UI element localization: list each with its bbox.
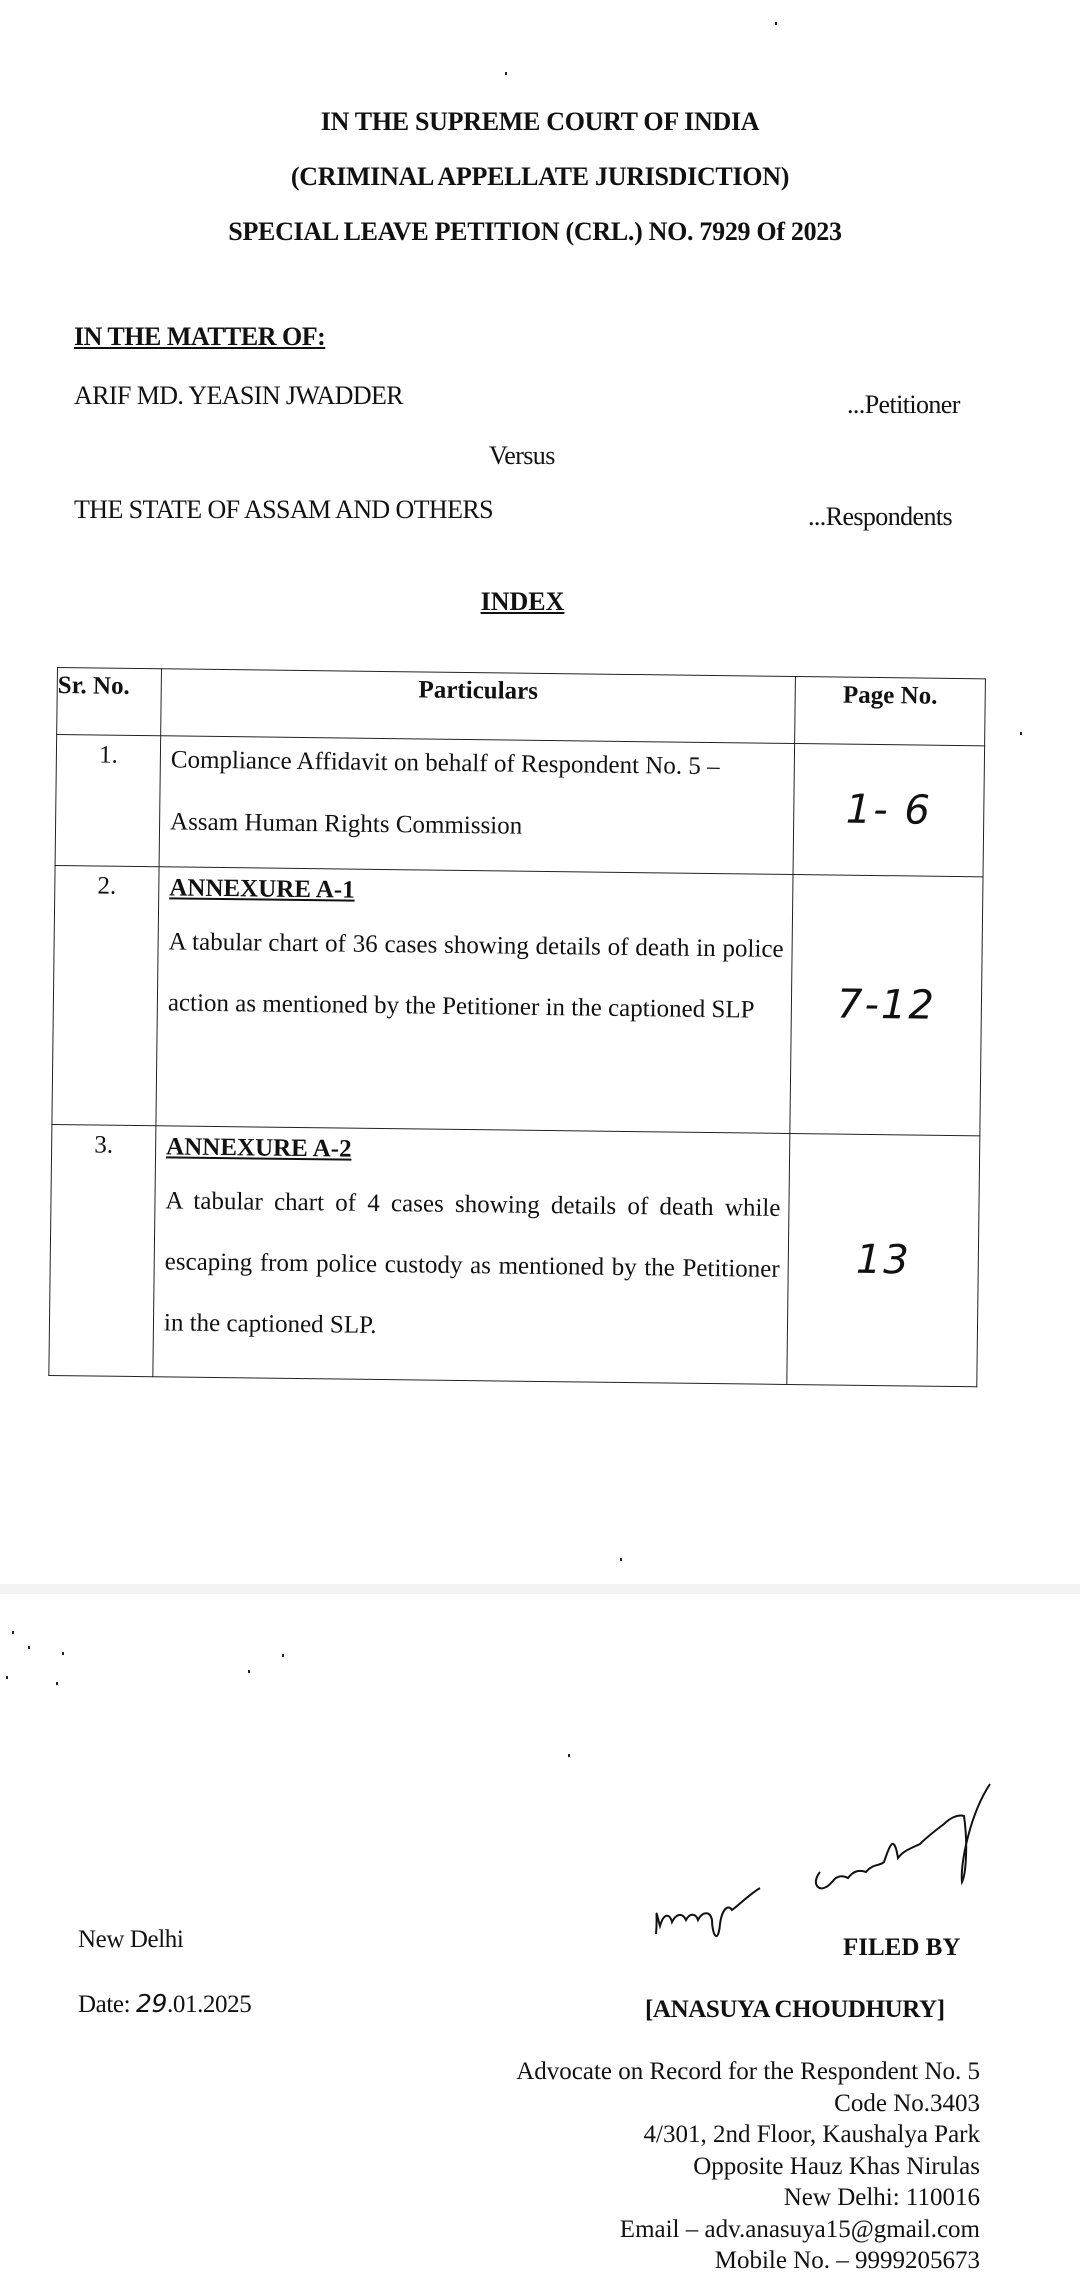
row-particulars (159, 736, 795, 875)
date-label: Date: (78, 1991, 131, 2018)
particulars-text: Compliance Affidavit on behalf of Respondent No. 5 – (170, 746, 720, 781)
jurisdiction-heading: (CRIMINAL APPELLATE JURISDICTION) (290, 162, 790, 191)
scan-speck (248, 1670, 250, 1673)
row-page-no (793, 744, 985, 877)
scan-speck (1020, 732, 1022, 735)
scan-speck (568, 1754, 570, 1757)
row-page-no (787, 1133, 980, 1386)
versus-label: Versus (489, 441, 555, 470)
row-particulars (156, 867, 793, 1134)
table-row (52, 865, 983, 1135)
scan-speck (62, 1652, 64, 1655)
row-sr-no: 2. (52, 865, 159, 1125)
row-sr-no: 1. (55, 735, 161, 867)
address-line: Advocate on Record for the Respondent No. 5 (516, 2058, 980, 2085)
scan-speck (282, 1654, 284, 1657)
row-page-no (790, 875, 983, 1136)
table-row (49, 1124, 980, 1386)
mobile-line: Mobile No. – 9999205673 (714, 2247, 980, 2274)
handwritten-page-range: 7-12 (836, 981, 937, 1029)
annexure-label: ANNEXURE A-1 (169, 874, 355, 904)
matter-label: IN THE MATTER OF: (74, 322, 326, 351)
row-particulars (153, 1126, 790, 1385)
respondent-name: THE STATE OF ASSAM AND OTHERS (74, 495, 493, 524)
table-header-row (57, 668, 986, 746)
scan-speck (56, 1682, 58, 1685)
table-row (55, 735, 985, 877)
court-heading: IN THE SUPREME COURT OF INDIA (320, 107, 760, 136)
annexure-label: ANNEXURE A-2 (165, 1133, 352, 1163)
email-line: Email – adv.anasuya15@gmail.com (619, 2215, 980, 2243)
header-sr-no: Sr. No. (57, 668, 162, 736)
scan-speck (6, 1676, 8, 1679)
index-table-container (48, 667, 985, 1387)
row-sr-no: 3. (49, 1124, 156, 1376)
petitioner-name: ARIF MD. YEASIN JWADDER (74, 381, 404, 410)
handwritten-page-range: 1- 6 (845, 786, 933, 834)
advocate-name: [ANASUYA CHOUDHURY] (645, 1996, 945, 2023)
index-title: INDEX (480, 587, 565, 616)
page-separator (0, 1584, 1080, 1594)
index-table (48, 667, 986, 1387)
scan-speck (505, 72, 507, 75)
address-line: 4/301, 2nd Floor, Kaushalya Park (643, 2121, 980, 2148)
respondent-role: ...Respondents (808, 502, 952, 531)
scan-speck (620, 1558, 622, 1561)
signature (640, 1774, 1020, 1944)
header-particulars: Particulars (161, 669, 796, 744)
particulars-text-line2: Assam Human Rights Commission (169, 808, 523, 840)
filing-place: New Delhi (78, 1926, 184, 1953)
advocate-address-block (516, 2056, 980, 2277)
address-line: Code No.3403 (834, 2089, 980, 2117)
date-rest: .01.2025 (167, 1991, 252, 2018)
filing-date (78, 1989, 251, 2019)
address-line: New Delhi: 110016 (783, 2184, 980, 2211)
petition-number-heading: SPECIAL LEAVE PETITION (CRL.) NO. 7929 Of 2023 (228, 217, 842, 246)
handwritten-date-day: 29 (136, 1989, 168, 2018)
header-page-no: Page No. (795, 677, 986, 746)
petitioner-role: ...Petitioner (847, 390, 960, 419)
scan-speck (775, 22, 777, 25)
particulars-text: A tabular chart of 4 cases showing details of death while escaping from police custody as mentioned by the Petitioner in the captioned SLP. (163, 1187, 781, 1339)
scan-speck (12, 1631, 14, 1634)
filed-by-label: FILED BY (843, 1934, 961, 1961)
document-page-2 (0, 1594, 1080, 2274)
address-line: Opposite Hauz Khas Nirulas (693, 2152, 980, 2180)
particulars-text: A tabular chart of 36 cases showing details of death in police action as mentioned by the Petitioner in the captioned SLP (167, 928, 784, 1024)
handwritten-page-range: 13 (855, 1236, 912, 1284)
scan-speck (28, 1646, 30, 1649)
